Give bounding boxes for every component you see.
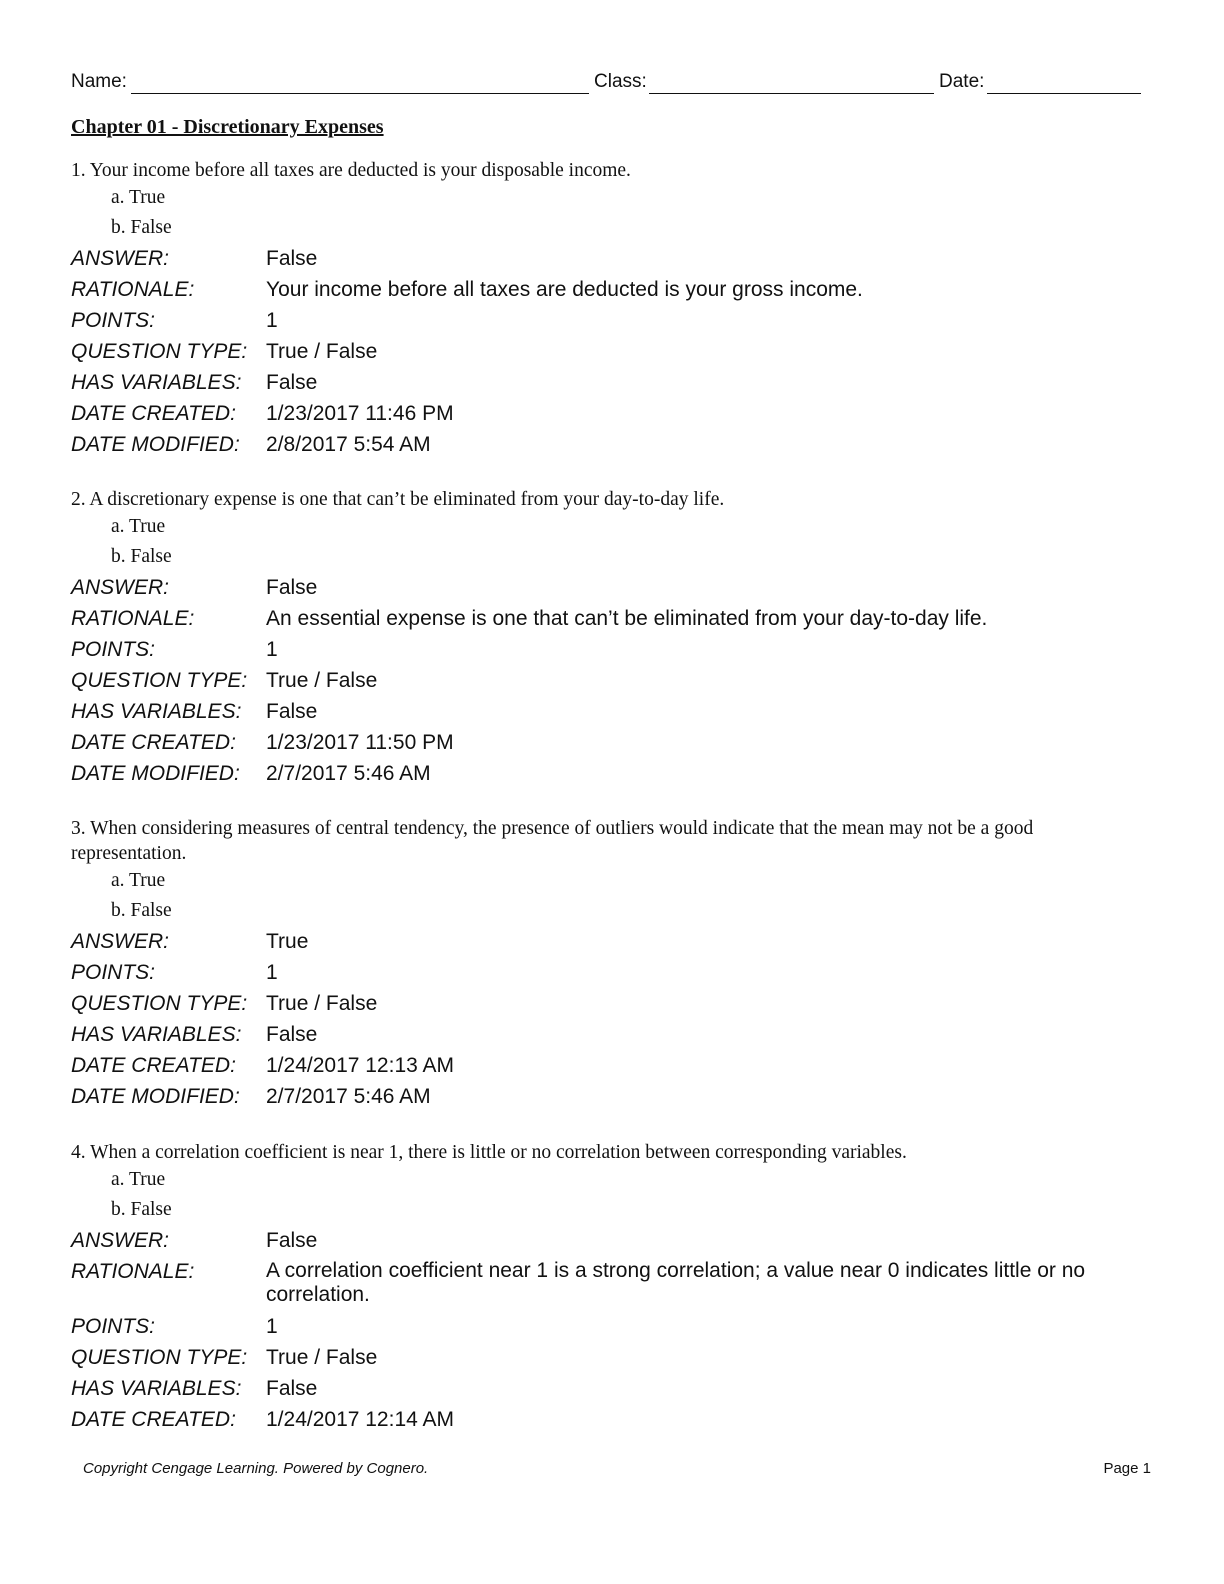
date-modified-label: DATE MODIFIED: — [71, 1085, 240, 1108]
question-metadata — [71, 1225, 1141, 1435]
answer-label: ANSWER: — [71, 247, 170, 270]
points-label: POINTS: — [71, 1315, 156, 1338]
answer-value: False — [266, 247, 318, 270]
question-type-value: True / False — [266, 1346, 378, 1369]
page-footer — [83, 1460, 1151, 1482]
question-text: 3. When considering measures of central tendency, the presence of outliers would indicate that the mean may not be a good representation. — [71, 818, 1034, 864]
question-metadata — [71, 926, 1141, 1112]
date-label: Date: — [939, 71, 985, 92]
has-variables-value: False — [266, 371, 318, 394]
page-number: Page 1 — [1103, 1460, 1151, 1477]
option-false: b. False — [111, 900, 172, 921]
question-type-label: QUESTION TYPE: — [71, 669, 248, 692]
points-value: 1 — [266, 638, 278, 661]
option-false: b. False — [111, 217, 172, 238]
question-type-value: True / False — [266, 992, 378, 1015]
date-created-value: 1/23/2017 11:46 PM — [266, 402, 454, 425]
student-info-header — [71, 70, 1141, 96]
has-variables-label: HAS VARIABLES: — [71, 700, 242, 723]
points-label: POINTS: — [71, 961, 156, 984]
points-value: 1 — [266, 309, 278, 332]
name-blank-line — [131, 93, 589, 94]
copyright-text: Copyright Cengage Learning. Powered by Cognero. — [83, 1460, 429, 1477]
option-true: a. True — [111, 187, 166, 208]
date-modified-value: 2/7/2017 5:46 AM — [266, 762, 431, 785]
class-blank-line — [649, 93, 934, 94]
date-blank-line — [987, 93, 1141, 94]
question-text: 1. Your income before all taxes are deducted is your disposable income. — [71, 160, 631, 181]
rationale-value: A correlation coefficient near 1 is a strong correlation; a value near 0 indicates little or no correlation. — [266, 1259, 1086, 1306]
date-created-label: DATE CREATED: — [71, 1408, 236, 1431]
date-modified-label: DATE MODIFIED: — [71, 433, 240, 456]
option-false: b. False — [111, 546, 172, 567]
date-created-value: 1/24/2017 12:14 AM — [266, 1408, 454, 1431]
answer-label: ANSWER: — [71, 1229, 170, 1252]
date-created-label: DATE CREATED: — [71, 402, 236, 425]
question-item — [71, 816, 1141, 1112]
answer-label: ANSWER: — [71, 930, 170, 953]
points-value: 1 — [266, 1315, 278, 1338]
question-item — [71, 1140, 1141, 1435]
question-metadata — [71, 572, 1141, 789]
name-label: Name: — [71, 71, 127, 92]
question-item — [71, 487, 1141, 789]
question-metadata — [71, 243, 1141, 460]
chapter-title: Chapter 01 - Discretionary Expenses — [71, 116, 384, 138]
has-variables-value: False — [266, 1023, 318, 1046]
date-created-value: 1/24/2017 12:13 AM — [266, 1054, 454, 1077]
answer-label: ANSWER: — [71, 576, 170, 599]
question-text: 2. A discretionary expense is one that can’t be eliminated from your day-to-day life. — [71, 489, 725, 510]
has-variables-value: False — [266, 1377, 318, 1400]
answer-value: False — [266, 576, 318, 599]
date-created-label: DATE CREATED: — [71, 1054, 236, 1077]
option-true: a. True — [111, 516, 166, 537]
has-variables-value: False — [266, 700, 318, 723]
has-variables-label: HAS VARIABLES: — [71, 1023, 242, 1046]
rationale-label: RATIONALE: — [71, 607, 195, 630]
question-text: 4. When a correlation coefficient is near 1, there is little or no correlation between corresponding variables. — [71, 1142, 907, 1163]
date-modified-value: 2/7/2017 5:46 AM — [266, 1085, 431, 1108]
option-false: b. False — [111, 1199, 172, 1220]
option-true: a. True — [111, 1169, 166, 1190]
points-label: POINTS: — [71, 309, 156, 332]
question-type-value: True / False — [266, 340, 378, 363]
points-value: 1 — [266, 961, 278, 984]
date-modified-value: 2/8/2017 5:54 AM — [266, 433, 431, 456]
question-type-label: QUESTION TYPE: — [71, 992, 248, 1015]
class-label: Class: — [594, 71, 647, 92]
rationale-value: An essential expense is one that can’t be eliminated from your day-to-day life. — [266, 607, 988, 630]
answer-value: False — [266, 1229, 318, 1252]
answer-value: True — [266, 930, 309, 953]
question-type-label: QUESTION TYPE: — [71, 1346, 248, 1369]
date-modified-label: DATE MODIFIED: — [71, 762, 240, 785]
rationale-label: RATIONALE: — [71, 278, 195, 301]
question-item — [71, 158, 1141, 460]
rationale-label: RATIONALE: — [71, 1260, 195, 1283]
question-type-value: True / False — [266, 669, 378, 692]
rationale-value: Your income before all taxes are deducted is your gross income. — [266, 278, 863, 301]
date-created-label: DATE CREATED: — [71, 731, 236, 754]
has-variables-label: HAS VARIABLES: — [71, 371, 242, 394]
has-variables-label: HAS VARIABLES: — [71, 1377, 242, 1400]
question-type-label: QUESTION TYPE: — [71, 340, 248, 363]
option-true: a. True — [111, 870, 166, 891]
date-created-value: 1/23/2017 11:50 PM — [266, 731, 454, 754]
points-label: POINTS: — [71, 638, 156, 661]
